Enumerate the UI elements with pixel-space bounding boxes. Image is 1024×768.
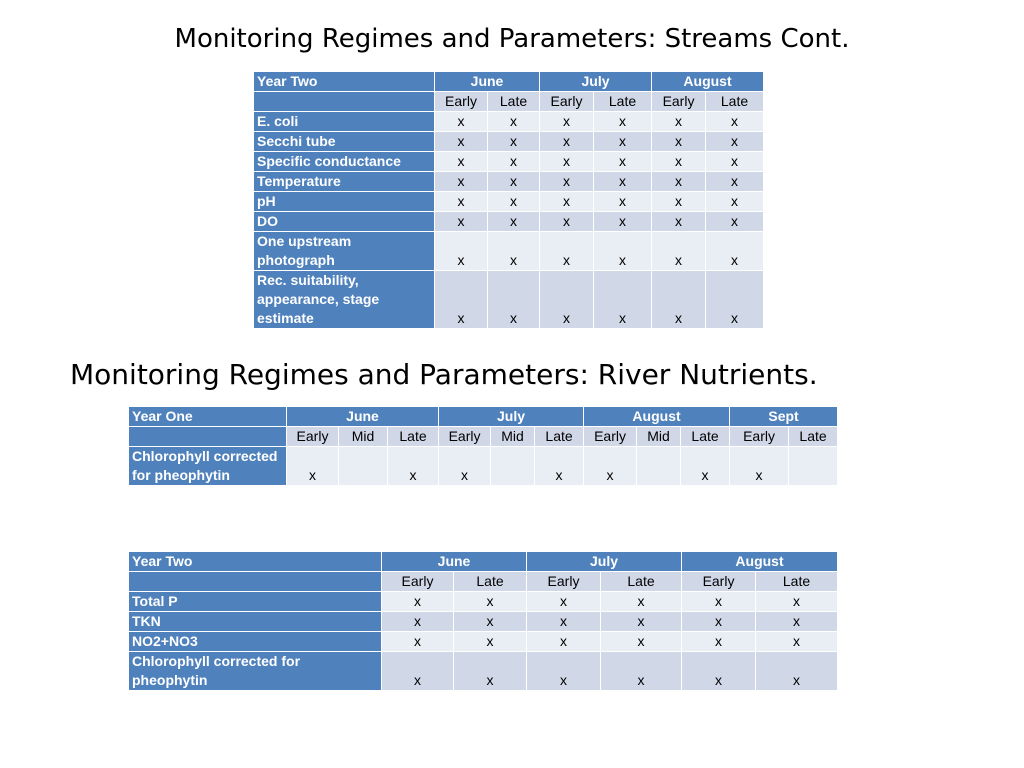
schedule-cell: x: [681, 447, 730, 486]
table-row: [254, 152, 764, 172]
period-header: Late: [454, 572, 527, 592]
period-header: Early: [287, 427, 339, 447]
schedule-cell: x: [706, 232, 764, 271]
period-header: Early: [439, 427, 491, 447]
schedule-cell: x: [439, 447, 491, 486]
period-header: Late: [681, 427, 730, 447]
schedule-cell: x: [682, 612, 756, 632]
schedule-cell: x: [706, 152, 764, 172]
schedule-cell: [339, 447, 388, 486]
parameter-label: pH: [254, 192, 435, 212]
table-row: [129, 652, 838, 691]
schedule-cell: x: [706, 172, 764, 192]
schedule-cell: x: [540, 132, 594, 152]
month-header: August: [652, 72, 764, 92]
month-header: July: [439, 407, 584, 427]
schedule-cell: x: [527, 652, 601, 691]
table-row: [254, 112, 764, 132]
schedule-cell: [789, 447, 838, 486]
schedule-cell: x: [594, 192, 652, 212]
schedule-cell: x: [594, 271, 652, 329]
table-row: [254, 132, 764, 152]
schedule-cell: x: [706, 212, 764, 232]
slide-title-river: Monitoring Regimes and Parameters: River Nutrients.: [70, 358, 818, 391]
schedule-cell: x: [706, 132, 764, 152]
schedule-cell: x: [382, 612, 454, 632]
schedule-cell: x: [488, 132, 540, 152]
period-header: Early: [435, 92, 488, 112]
period-header: Late: [601, 572, 682, 592]
schedule-cell: x: [756, 592, 838, 612]
slide-title-streams: Monitoring Regimes and Parameters: Streams Cont.: [174, 24, 850, 54]
table-row: [129, 592, 838, 612]
schedule-cell: x: [652, 112, 706, 132]
schedule-cell: x: [594, 132, 652, 152]
year-label: Year Two: [254, 72, 435, 92]
parameter-label: Rec. suitability, appearance, stage estimate: [254, 271, 435, 329]
schedule-cell: x: [594, 212, 652, 232]
table-row: [254, 172, 764, 192]
parameter-label: TKN: [129, 612, 382, 632]
parameter-label: Secchi tube: [254, 132, 435, 152]
period-header: Mid: [339, 427, 388, 447]
schedule-cell: x: [540, 112, 594, 132]
period-header: Late: [488, 92, 540, 112]
schedule-cell: x: [540, 232, 594, 271]
month-header-row: [129, 552, 838, 572]
parameter-label: E. coli: [254, 112, 435, 132]
table-row: [254, 271, 764, 329]
table-row: [254, 212, 764, 232]
schedule-cell: x: [540, 212, 594, 232]
schedule-cell: x: [652, 271, 706, 329]
streams-year-two-table: [253, 71, 764, 329]
schedule-cell: x: [601, 652, 682, 691]
month-header-row: [254, 72, 764, 92]
schedule-cell: x: [435, 192, 488, 212]
schedule-cell: x: [527, 612, 601, 632]
month-header: July: [527, 552, 682, 572]
period-header-row: [129, 572, 838, 592]
period-header: Early: [527, 572, 601, 592]
schedule-cell: x: [601, 632, 682, 652]
table-row: [129, 447, 838, 486]
schedule-cell: x: [682, 652, 756, 691]
period-header-row: [129, 427, 838, 447]
period-header: Early: [682, 572, 756, 592]
schedule-cell: x: [382, 592, 454, 612]
period-header: Late: [789, 427, 838, 447]
parameter-label: DO: [254, 212, 435, 232]
schedule-cell: x: [454, 652, 527, 691]
period-header: Late: [388, 427, 439, 447]
period-header: Late: [594, 92, 652, 112]
period-header: Mid: [637, 427, 681, 447]
schedule-cell: x: [287, 447, 339, 486]
blank-label-cell: [129, 572, 382, 592]
schedule-cell: x: [682, 632, 756, 652]
schedule-cell: x: [756, 632, 838, 652]
schedule-cell: x: [706, 112, 764, 132]
blank-label-cell: [129, 427, 287, 447]
schedule-cell: x: [435, 172, 488, 192]
month-header: August: [682, 552, 838, 572]
river-year-one-table: [128, 406, 838, 486]
schedule-cell: x: [594, 232, 652, 271]
schedule-cell: x: [756, 612, 838, 632]
table-row: [254, 192, 764, 212]
schedule-cell: x: [382, 652, 454, 691]
schedule-cell: x: [756, 652, 838, 691]
schedule-cell: x: [652, 152, 706, 172]
period-header: Early: [584, 427, 637, 447]
river-year-two-table: [128, 551, 838, 691]
period-header: Late: [706, 92, 764, 112]
year-label: Year Two: [129, 552, 382, 572]
table-row: [129, 632, 838, 652]
schedule-cell: x: [435, 152, 488, 172]
schedule-cell: x: [488, 152, 540, 172]
period-header: Late: [535, 427, 584, 447]
period-header: Early: [382, 572, 454, 592]
schedule-cell: x: [652, 132, 706, 152]
period-header: Mid: [491, 427, 535, 447]
schedule-cell: x: [594, 152, 652, 172]
month-header-row: [129, 407, 838, 427]
month-header: June: [287, 407, 439, 427]
schedule-cell: x: [706, 271, 764, 329]
schedule-cell: x: [388, 447, 439, 486]
period-header: Early: [652, 92, 706, 112]
schedule-cell: x: [488, 192, 540, 212]
schedule-cell: x: [540, 172, 594, 192]
schedule-cell: [491, 447, 535, 486]
schedule-cell: x: [382, 632, 454, 652]
schedule-cell: x: [488, 232, 540, 271]
year-label: Year One: [129, 407, 287, 427]
table-row: [254, 232, 764, 271]
schedule-cell: x: [454, 612, 527, 632]
blank-label-cell: [254, 92, 435, 112]
schedule-cell: x: [601, 592, 682, 612]
schedule-cell: x: [601, 612, 682, 632]
schedule-cell: x: [535, 447, 584, 486]
schedule-cell: x: [488, 212, 540, 232]
schedule-cell: x: [454, 632, 527, 652]
parameter-label: Specific conductance: [254, 152, 435, 172]
month-header: July: [540, 72, 652, 92]
parameter-label: Temperature: [254, 172, 435, 192]
month-header: August: [584, 407, 730, 427]
parameter-label: One upstream photograph: [254, 232, 435, 271]
month-header: Sept: [730, 407, 838, 427]
month-header: June: [382, 552, 527, 572]
schedule-cell: [637, 447, 681, 486]
schedule-cell: x: [540, 152, 594, 172]
parameter-label: Chlorophyll corrected for pheophytin: [129, 447, 287, 486]
month-header: June: [435, 72, 540, 92]
schedule-cell: x: [454, 592, 527, 612]
schedule-cell: x: [435, 232, 488, 271]
schedule-cell: x: [652, 172, 706, 192]
schedule-cell: x: [706, 192, 764, 212]
schedule-cell: x: [527, 632, 601, 652]
schedule-cell: x: [435, 212, 488, 232]
schedule-cell: x: [584, 447, 637, 486]
schedule-cell: x: [540, 271, 594, 329]
period-header: Early: [730, 427, 789, 447]
schedule-cell: x: [435, 112, 488, 132]
schedule-cell: x: [488, 172, 540, 192]
schedule-cell: x: [488, 112, 540, 132]
table-row: [129, 612, 838, 632]
schedule-cell: x: [730, 447, 789, 486]
schedule-cell: x: [488, 271, 540, 329]
period-header-row: [254, 92, 764, 112]
schedule-cell: x: [652, 232, 706, 271]
schedule-cell: x: [594, 172, 652, 192]
parameter-label: NO2+NO3: [129, 632, 382, 652]
period-header: Late: [756, 572, 838, 592]
schedule-cell: x: [682, 592, 756, 612]
schedule-cell: x: [435, 132, 488, 152]
schedule-cell: x: [652, 212, 706, 232]
period-header: Early: [540, 92, 594, 112]
schedule-cell: x: [652, 192, 706, 212]
schedule-cell: x: [540, 192, 594, 212]
parameter-label: Chlorophyll corrected for pheophytin: [129, 652, 382, 691]
schedule-cell: x: [435, 271, 488, 329]
parameter-label: Total P: [129, 592, 382, 612]
schedule-cell: x: [527, 592, 601, 612]
schedule-cell: x: [594, 112, 652, 132]
